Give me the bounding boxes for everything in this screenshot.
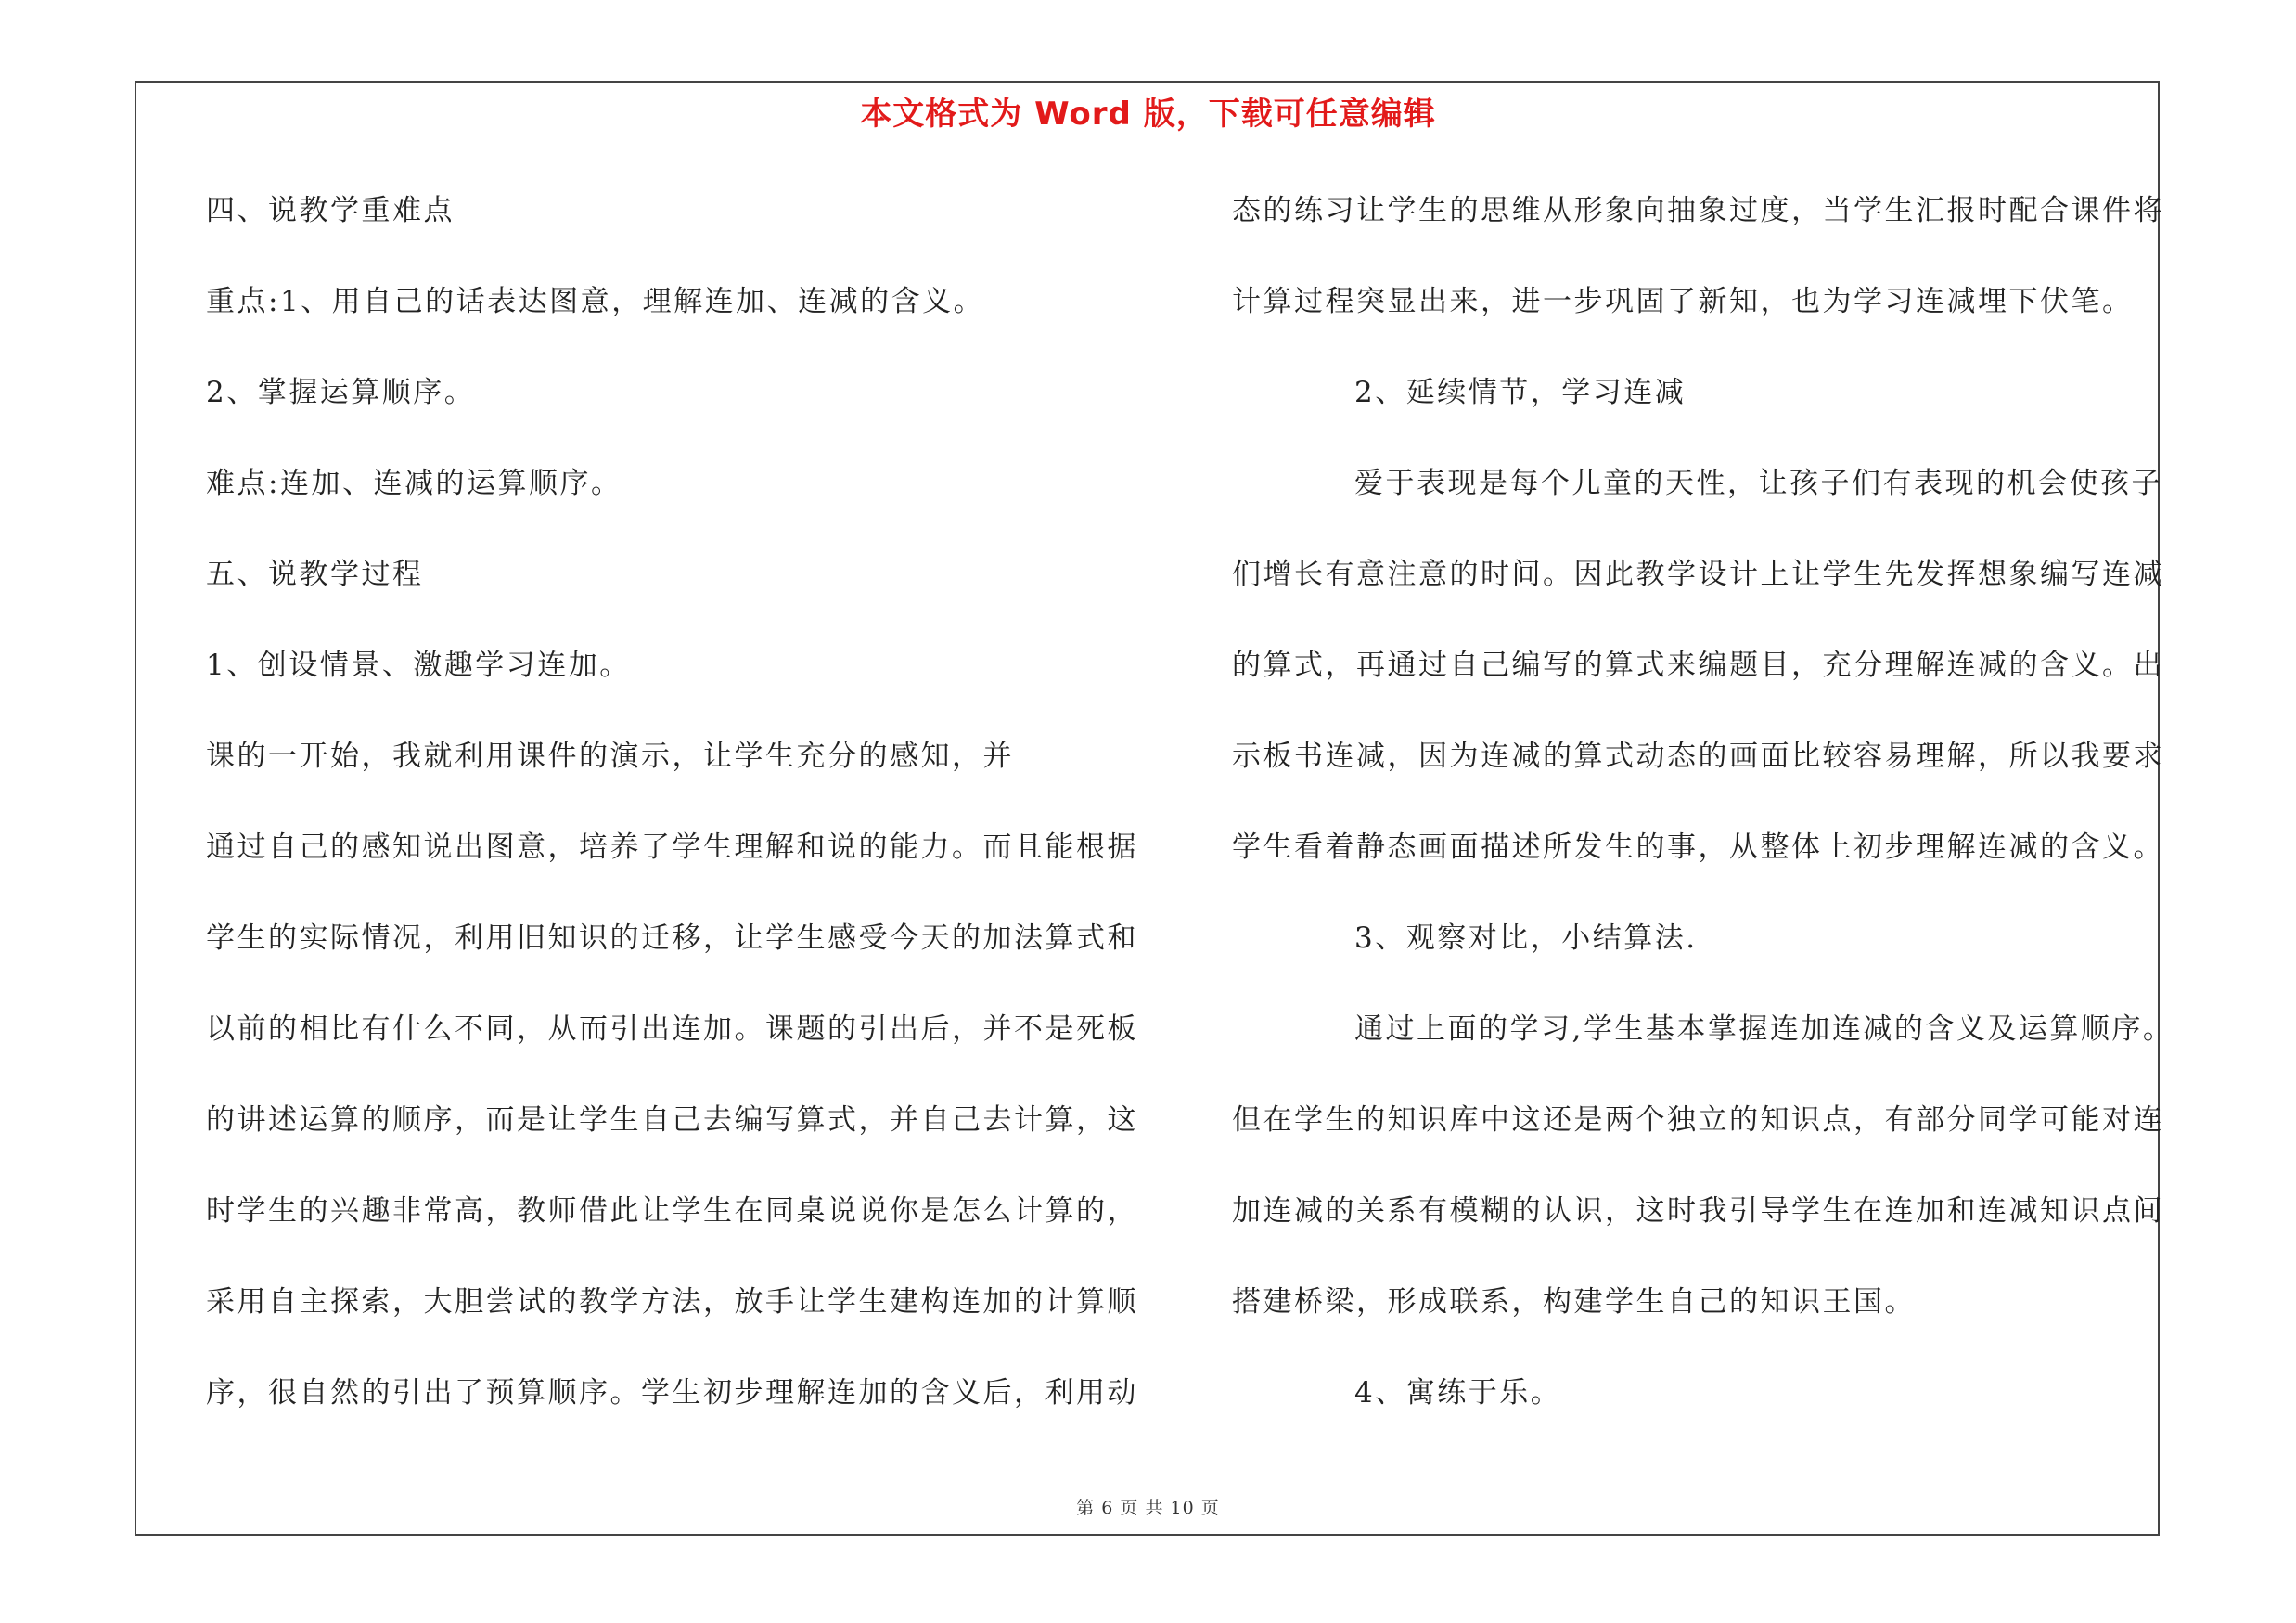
text-line: 搭建桥梁，形成联系，构建学生自己的知识王国。 [1232,1285,1916,1319]
text-line: 的算式，再通过自己编写的算式来编题目，充分理解连减的含义。出 [1232,649,2164,682]
text-line: 们增长有意注意的时间。因此教学设计上让学生先发挥想象编写连减 [1232,558,2164,591]
text-line: 3、观察对比，小结算法. [1354,921,1698,955]
text-line: 1、创设情景、激趣学习连加。 [206,649,631,682]
text-line: 的讲述运算的顺序，而是让学生自己去编写算式，并自己去计算，这 [206,1103,1138,1137]
text-line: 学生的实际情况，利用旧知识的迁移，让学生感受今天的加法算式和 [206,921,1138,955]
text-line: 五、说教学过程 [206,558,424,591]
text-line: 示板书连减，因为连减的算式动态的画面比较容易理解，所以我要求 [1232,740,2164,773]
text-line: 态的练习让学生的思维从形象向抽象过度，当学生汇报时配合课件将 [1232,194,2164,227]
text-line: 加连减的关系有模糊的认识，这时我引导学生在连加和连减知识点间 [1232,1194,2164,1228]
text-line: 难点:连加、连减的运算顺序。 [206,467,622,500]
left-column [206,165,1143,1438]
text-line: 以前的相比有什么不同，从而引出连加。课题的引出后，并不是死板 [206,1012,1138,1046]
text-line: 但在学生的知识库中这还是两个独立的知识点，有部分同学可能对连 [1232,1103,2164,1137]
text-line: 2、掌握运算顺序。 [206,376,476,409]
text-line: 通过上面的学习,学生基本掌握连加连减的含义及运算顺序。 [1354,1012,2174,1046]
text-line: 重点:1、用自己的话表达图意，理解连加、连减的含义。 [206,285,985,318]
right-column [1232,165,2174,1438]
text-line: 爱于表现是每个儿童的天性，让孩子们有表现的机会使孩子 [1354,467,2162,500]
text-line: 通过自己的感知说出图意，培养了学生理解和说的能力。而且能根据 [206,831,1138,864]
text-line: 课的一开始，我就利用课件的演示，让学生充分的感知，并 [206,740,1014,773]
text-line: 2、延续情节，学习连减 [1354,376,1687,409]
page-footer: 第 6 页 共 10 页 [1076,1498,1220,1518]
text-line: 计算过程突显出来，进一步巩固了新知，也为学习连减埋下伏笔。 [1232,285,2134,318]
format-banner: 本文格式为 Word 版，下载可任意编辑 [860,96,1436,133]
text-line: 时学生的兴趣非常高，教师借此让学生在同桌说说你是怎么计算的， [206,1194,1138,1228]
text-line: 序，很自然的引出了预算顺序。学生初步理解连加的含义后，利用动 [206,1376,1138,1410]
text-line: 4、寓练于乐。 [1354,1376,1562,1410]
text-line: 采用自主探索，大胆尝试的教学方法，放手让学生建构连加的计算顺 [206,1285,1138,1319]
text-line: 四、说教学重难点 [206,194,455,227]
text-line: 学生看着静态画面描述所发生的事，从整体上初步理解连减的含义。 [1232,831,2164,864]
